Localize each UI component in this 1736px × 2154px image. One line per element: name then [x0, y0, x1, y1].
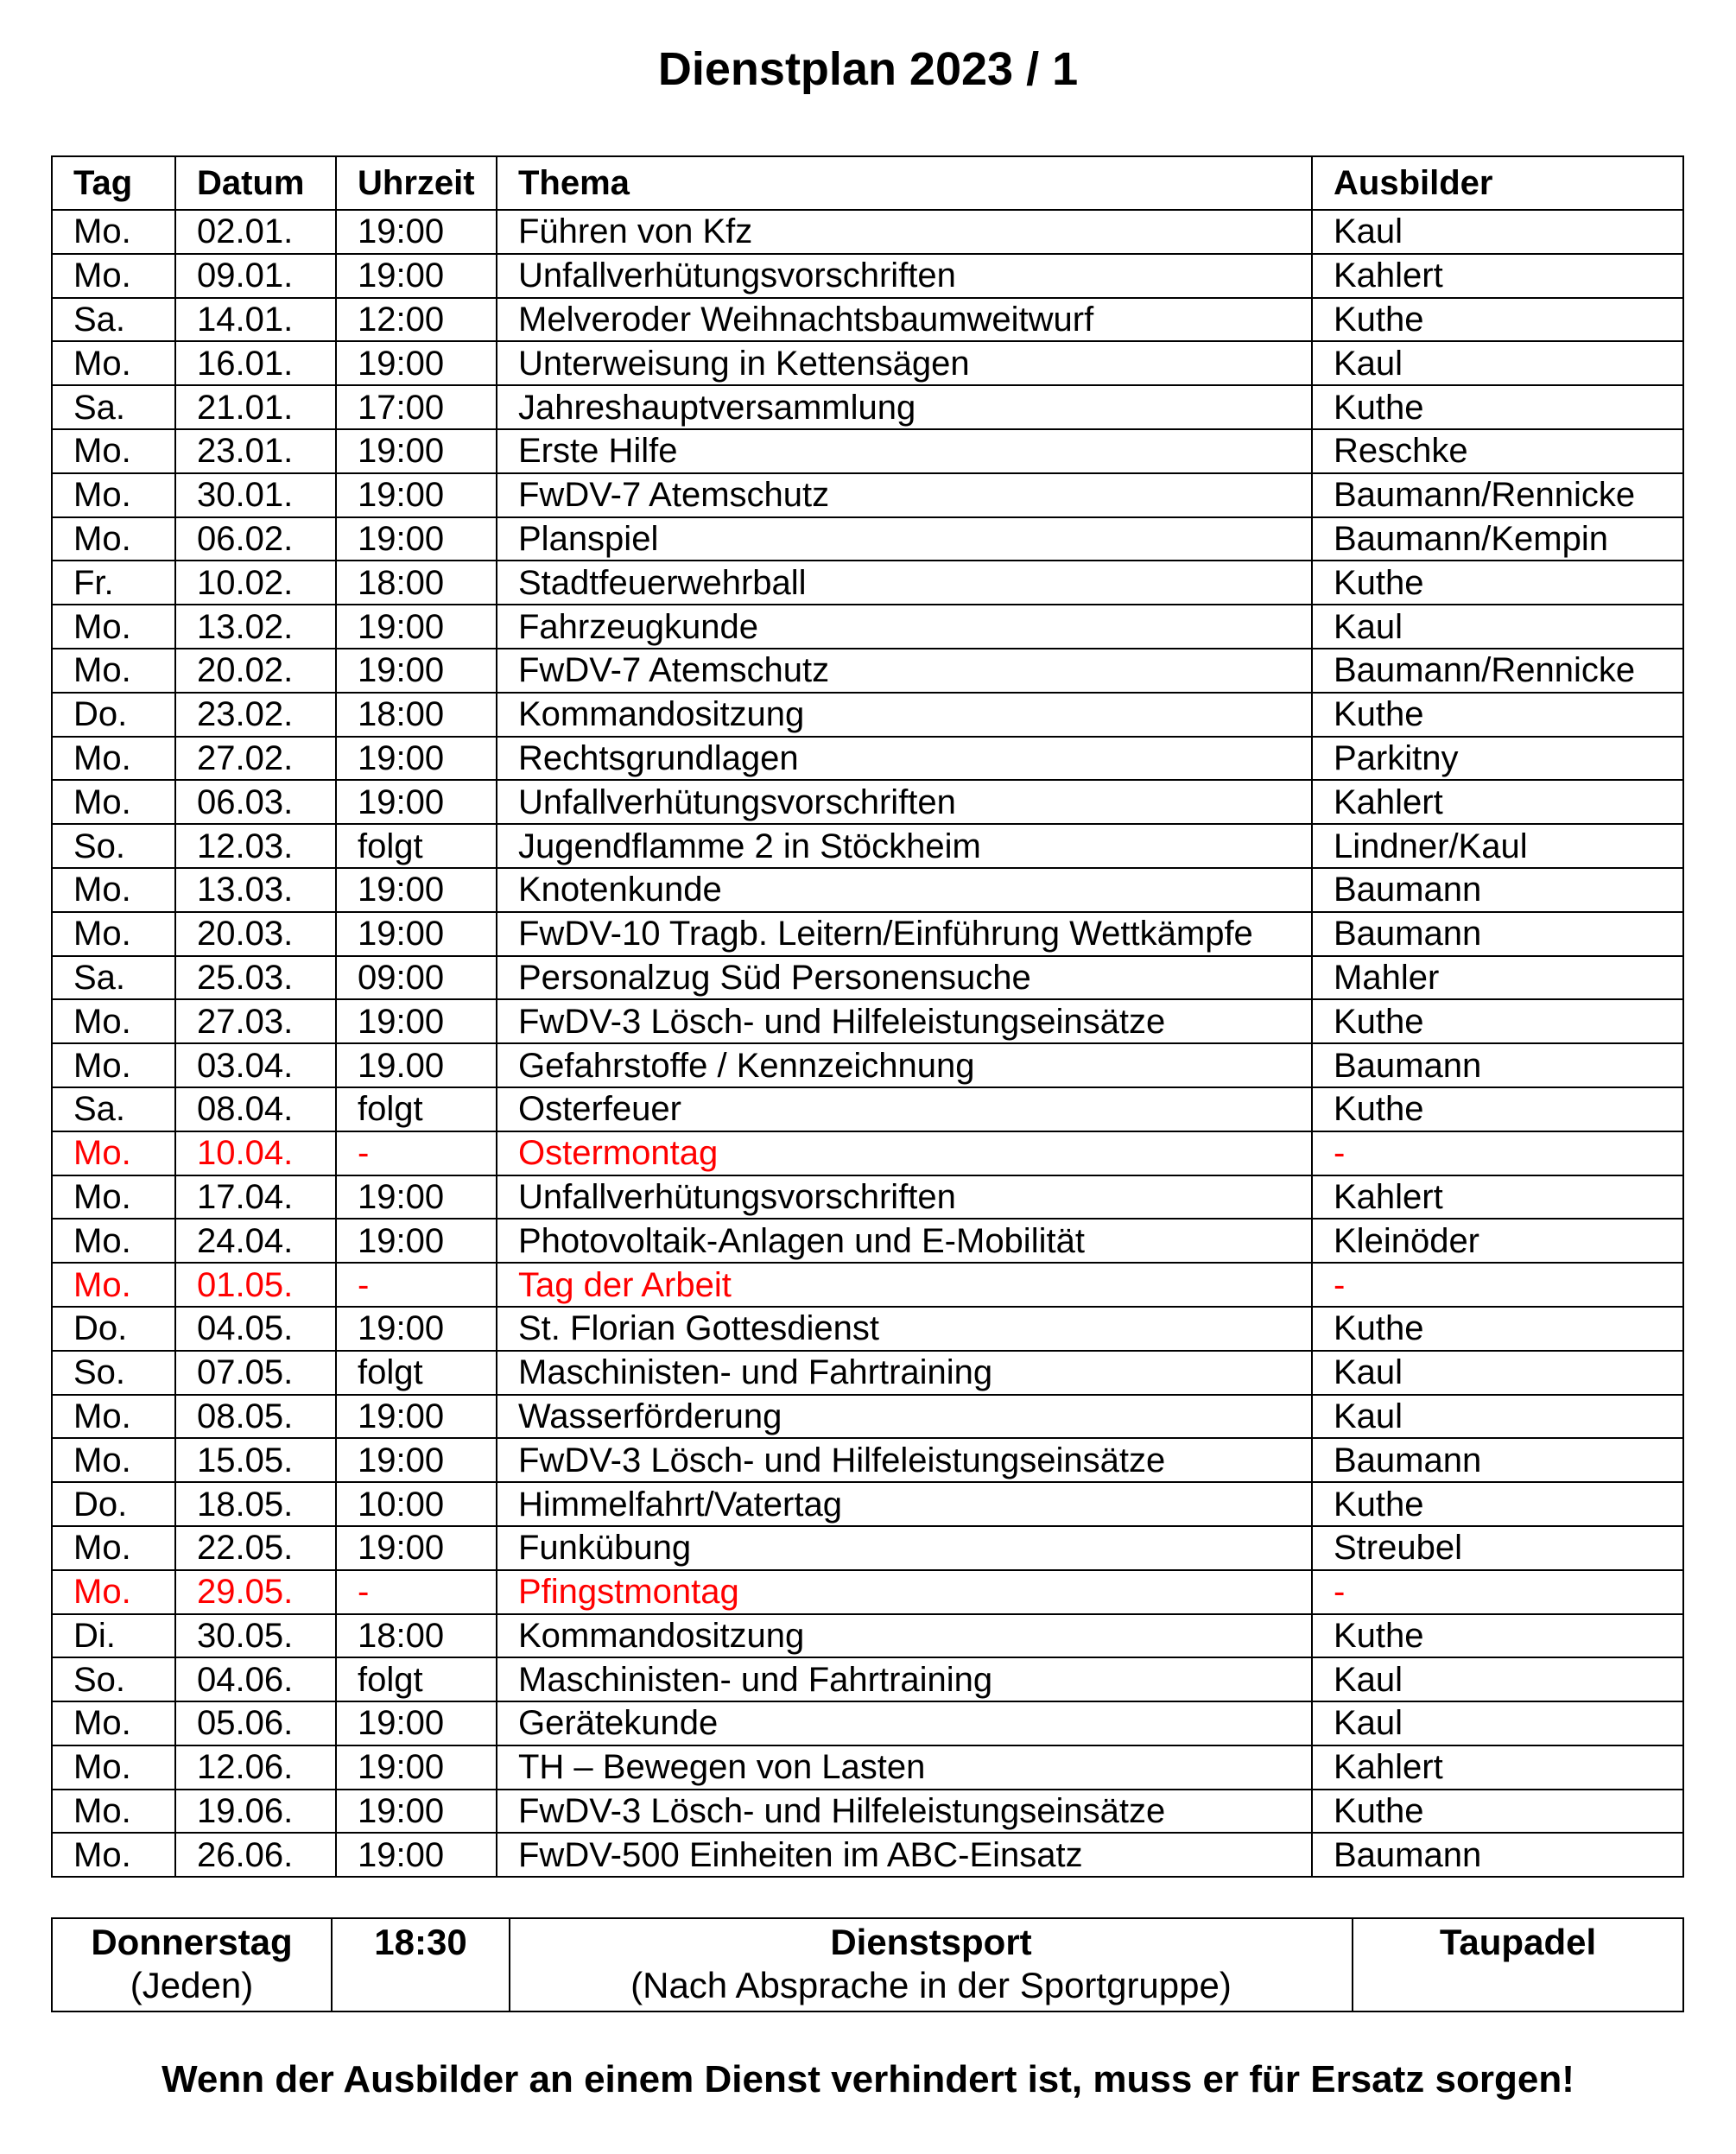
- cell-uhrzeit: 19:00: [336, 912, 497, 956]
- cell-datum: 04.06.: [175, 1657, 336, 1701]
- cell-datum: 10.02.: [175, 561, 336, 605]
- cell-ausbilder: -: [1312, 1570, 1683, 1614]
- cell-tag: Mo.: [52, 1131, 175, 1175]
- cell-ausbilder: Kuthe: [1312, 999, 1683, 1043]
- cell-ausbilder: Baumann: [1312, 1438, 1683, 1482]
- table-row: [52, 912, 1683, 956]
- table-row: [52, 605, 1683, 649]
- cell-ausbilder: Parkitny: [1312, 737, 1683, 781]
- cell-thema: Gerätekunde: [497, 1701, 1312, 1745]
- cell-tag: So.: [52, 1351, 175, 1395]
- cell-uhrzeit: folgt: [336, 1351, 497, 1395]
- schedule-header-row: [52, 156, 1683, 210]
- table-row: [52, 1307, 1683, 1351]
- cell-uhrzeit: 19:00: [336, 1307, 497, 1351]
- cell-uhrzeit: 19:00: [336, 1745, 497, 1790]
- cell-datum: 27.03.: [175, 999, 336, 1043]
- header-tag: Tag: [52, 156, 175, 210]
- cell-datum: 21.01.: [175, 385, 336, 429]
- cell-ausbilder: Baumann/Rennicke: [1312, 473, 1683, 517]
- cell-uhrzeit: 10:00: [336, 1482, 497, 1526]
- cell-datum: 27.02.: [175, 737, 336, 781]
- cell-uhrzeit: 19.00: [336, 1043, 497, 1087]
- cell-ausbilder: Kuthe: [1312, 1790, 1683, 1834]
- cell-ausbilder: Kuthe: [1312, 693, 1683, 737]
- cell-datum: 20.03.: [175, 912, 336, 956]
- cell-thema: Photovoltaik-Anlagen und E-Mobilität: [497, 1219, 1312, 1263]
- header-ausbilder: Ausbilder: [1312, 156, 1683, 210]
- cell-thema: FwDV-3 Lösch- und Hilfeleistungseinsätze: [497, 1790, 1312, 1834]
- table-row: [52, 298, 1683, 342]
- cell-uhrzeit: 19:00: [336, 1833, 497, 1877]
- cell-tag: Mo.: [52, 737, 175, 781]
- cell-datum: 13.03.: [175, 868, 336, 912]
- cell-tag: Mo.: [52, 999, 175, 1043]
- cell-ausbilder: Reschke: [1312, 429, 1683, 473]
- cell-ausbilder: Lindner/Kaul: [1312, 824, 1683, 868]
- cell-ausbilder: Baumann: [1312, 868, 1683, 912]
- cell-datum: 07.05.: [175, 1351, 336, 1395]
- cell-datum: 13.02.: [175, 605, 336, 649]
- table-row: [52, 1790, 1683, 1834]
- cell-datum: 03.04.: [175, 1043, 336, 1087]
- sport-day-note: (Jeden): [130, 1965, 254, 2005]
- cell-tag: So.: [52, 824, 175, 868]
- schedule-table: [51, 155, 1684, 1878]
- cell-tag: Mo.: [52, 605, 175, 649]
- cell-ausbilder: Kaul: [1312, 605, 1683, 649]
- cell-uhrzeit: 18:00: [336, 561, 497, 605]
- cell-tag: Mo.: [52, 912, 175, 956]
- cell-datum: 06.02.: [175, 517, 336, 561]
- cell-datum: 26.06.: [175, 1833, 336, 1877]
- cell-datum: 30.05.: [175, 1614, 336, 1658]
- cell-uhrzeit: 19:00: [336, 210, 497, 254]
- cell-tag: Mo.: [52, 429, 175, 473]
- cell-thema: Maschinisten- und Fahrtraining: [497, 1351, 1312, 1395]
- cell-thema: Führen von Kfz: [497, 210, 1312, 254]
- cell-uhrzeit: 17:00: [336, 385, 497, 429]
- table-row: [52, 1219, 1683, 1263]
- header-uhrzeit: Uhrzeit: [336, 156, 497, 210]
- cell-datum: 08.05.: [175, 1395, 336, 1439]
- sport-time: 18:30: [374, 1922, 467, 1962]
- cell-thema: FwDV-3 Lösch- und Hilfeleistungseinsätze: [497, 999, 1312, 1043]
- cell-datum: 23.01.: [175, 429, 336, 473]
- table-row: [52, 1745, 1683, 1790]
- cell-thema: Maschinisten- und Fahrtraining: [497, 1657, 1312, 1701]
- cell-thema: St. Florian Gottesdienst: [497, 1307, 1312, 1351]
- table-row: [52, 254, 1683, 298]
- page-title: Dienstplan 2023 / 1: [657, 43, 1079, 95]
- table-row: [52, 1482, 1683, 1526]
- cell-uhrzeit: 09:00: [336, 956, 497, 1000]
- sport-time-cell: [332, 1918, 510, 2011]
- cell-datum: 04.05.: [175, 1307, 336, 1351]
- header-thema: Thema: [497, 156, 1312, 210]
- cell-tag: Do.: [52, 1482, 175, 1526]
- cell-thema: Jahreshauptversammlung: [497, 385, 1312, 429]
- sport-day-cell: [52, 1918, 332, 2011]
- cell-ausbilder: Kahlert: [1312, 1175, 1683, 1220]
- table-row: [52, 561, 1683, 605]
- cell-thema: Fahrzeugkunde: [497, 605, 1312, 649]
- header-datum: Datum: [175, 156, 336, 210]
- sport-row: [52, 1918, 1683, 2011]
- cell-datum: 02.01.: [175, 210, 336, 254]
- cell-uhrzeit: 18:00: [336, 693, 497, 737]
- cell-tag: Do.: [52, 1307, 175, 1351]
- cell-thema: Gefahrstoffe / Kennzeichnung: [497, 1043, 1312, 1087]
- table-row: [52, 1395, 1683, 1439]
- cell-tag: Mo.: [52, 868, 175, 912]
- cell-thema: FwDV-10 Tragb. Leitern/Einführung Wettkämpfe: [497, 912, 1312, 956]
- cell-ausbilder: Kahlert: [1312, 1745, 1683, 1790]
- table-row: [52, 210, 1683, 254]
- cell-uhrzeit: 19:00: [336, 429, 497, 473]
- cell-thema: Ostermontag: [497, 1131, 1312, 1175]
- cell-uhrzeit: 19:00: [336, 649, 497, 693]
- cell-thema: Unfallverhütungsvorschriften: [497, 1175, 1312, 1220]
- cell-ausbilder: Kuthe: [1312, 1087, 1683, 1131]
- cell-ausbilder: -: [1312, 1131, 1683, 1175]
- cell-ausbilder: -: [1312, 1263, 1683, 1307]
- cell-uhrzeit: folgt: [336, 1657, 497, 1701]
- table-row: [52, 1131, 1683, 1175]
- table-row: [52, 473, 1683, 517]
- cell-ausbilder: Baumann/Rennicke: [1312, 649, 1683, 693]
- cell-datum: 06.03.: [175, 780, 336, 824]
- cell-ausbilder: Kuthe: [1312, 1482, 1683, 1526]
- cell-tag: Mo.: [52, 1263, 175, 1307]
- sport-note: (Nach Absprache in der Sportgruppe): [630, 1965, 1232, 2005]
- cell-datum: 17.04.: [175, 1175, 336, 1220]
- table-row: [52, 956, 1683, 1000]
- cell-datum: 25.03.: [175, 956, 336, 1000]
- table-row: [52, 1351, 1683, 1395]
- cell-tag: Mo.: [52, 1833, 175, 1877]
- schedule-body: [52, 210, 1683, 1877]
- cell-tag: Mo.: [52, 1043, 175, 1087]
- cell-ausbilder: Kaul: [1312, 1701, 1683, 1745]
- cell-tag: Mo.: [52, 649, 175, 693]
- cell-thema: Pfingstmontag: [497, 1570, 1312, 1614]
- cell-ausbilder: Baumann: [1312, 1043, 1683, 1087]
- cell-uhrzeit: 19:00: [336, 254, 497, 298]
- table-row: [52, 737, 1683, 781]
- cell-tag: Mo.: [52, 473, 175, 517]
- cell-thema: FwDV-3 Lösch- und Hilfeleistungseinsätze: [497, 1438, 1312, 1482]
- cell-tag: Sa.: [52, 956, 175, 1000]
- cell-datum: 20.02.: [175, 649, 336, 693]
- cell-ausbilder: Kuthe: [1312, 385, 1683, 429]
- cell-datum: 09.01.: [175, 254, 336, 298]
- table-row: [52, 1570, 1683, 1614]
- cell-datum: 12.03.: [175, 824, 336, 868]
- table-row: [52, 824, 1683, 868]
- cell-uhrzeit: 19:00: [336, 517, 497, 561]
- cell-thema: Unterweisung in Kettensägen: [497, 341, 1312, 385]
- cell-tag: Mo.: [52, 1526, 175, 1570]
- cell-datum: 12.06.: [175, 1745, 336, 1790]
- cell-ausbilder: Baumann/Kempin: [1312, 517, 1683, 561]
- table-row: [52, 1526, 1683, 1570]
- cell-tag: Mo.: [52, 1701, 175, 1745]
- cell-tag: Mo.: [52, 780, 175, 824]
- cell-tag: Mo.: [52, 1790, 175, 1834]
- sport-title: Dienstsport: [830, 1922, 1032, 1962]
- cell-thema: Jugendflamme 2 in Stöckheim: [497, 824, 1312, 868]
- cell-thema: TH – Bewegen von Lasten: [497, 1745, 1312, 1790]
- cell-thema: FwDV-7 Atemschutz: [497, 473, 1312, 517]
- cell-datum: 19.06.: [175, 1790, 336, 1834]
- cell-uhrzeit: 18:00: [336, 1614, 497, 1658]
- table-row: [52, 693, 1683, 737]
- cell-uhrzeit: 19:00: [336, 605, 497, 649]
- cell-tag: Sa.: [52, 298, 175, 342]
- cell-thema: FwDV-7 Atemschutz: [497, 649, 1312, 693]
- cell-uhrzeit: 19:00: [336, 1526, 497, 1570]
- table-row: [52, 868, 1683, 912]
- cell-uhrzeit: 19:00: [336, 868, 497, 912]
- table-row: [52, 999, 1683, 1043]
- table-row: [52, 341, 1683, 385]
- cell-datum: 14.01.: [175, 298, 336, 342]
- cell-tag: Mo.: [52, 341, 175, 385]
- cell-thema: Melveroder Weihnachtsbaumweitwurf: [497, 298, 1312, 342]
- cell-ausbilder: Mahler: [1312, 956, 1683, 1000]
- table-row: [52, 1438, 1683, 1482]
- sport-table: [51, 1917, 1684, 2012]
- cell-thema: Erste Hilfe: [497, 429, 1312, 473]
- cell-datum: 01.05.: [175, 1263, 336, 1307]
- cell-datum: 24.04.: [175, 1219, 336, 1263]
- table-row: [52, 780, 1683, 824]
- cell-uhrzeit: 19:00: [336, 1701, 497, 1745]
- cell-ausbilder: Kaul: [1312, 210, 1683, 254]
- table-row: [52, 1087, 1683, 1131]
- cell-datum: 10.04.: [175, 1131, 336, 1175]
- cell-tag: Fr.: [52, 561, 175, 605]
- cell-tag: Mo.: [52, 517, 175, 561]
- cell-tag: Mo.: [52, 1570, 175, 1614]
- cell-thema: Kommandositzung: [497, 1614, 1312, 1658]
- table-row: [52, 1701, 1683, 1745]
- cell-datum: 05.06.: [175, 1701, 336, 1745]
- cell-thema: FwDV-500 Einheiten im ABC-Einsatz: [497, 1833, 1312, 1877]
- cell-tag: Mo.: [52, 1175, 175, 1220]
- cell-ausbilder: Kaul: [1312, 1351, 1683, 1395]
- cell-thema: Funkübung: [497, 1526, 1312, 1570]
- cell-uhrzeit: 19:00: [336, 737, 497, 781]
- cell-tag: Di.: [52, 1614, 175, 1658]
- cell-uhrzeit: 19:00: [336, 780, 497, 824]
- cell-thema: Wasserförderung: [497, 1395, 1312, 1439]
- cell-thema: Tag der Arbeit: [497, 1263, 1312, 1307]
- cell-datum: 29.05.: [175, 1570, 336, 1614]
- cell-uhrzeit: 19:00: [336, 999, 497, 1043]
- cell-thema: Rechtsgrundlagen: [497, 737, 1312, 781]
- cell-uhrzeit: 19:00: [336, 1175, 497, 1220]
- cell-datum: 30.01.: [175, 473, 336, 517]
- cell-thema: Planspiel: [497, 517, 1312, 561]
- footer-note: Wenn der Ausbilder an einem Dienst verhindert ist, muss er für Ersatz sorgen!: [162, 2058, 1574, 2100]
- table-row: [52, 517, 1683, 561]
- cell-ausbilder: Baumann: [1312, 912, 1683, 956]
- cell-thema: Unfallverhütungsvorschriften: [497, 254, 1312, 298]
- cell-ausbilder: Kahlert: [1312, 780, 1683, 824]
- sport-trainer: Taupadel: [1439, 1922, 1597, 1962]
- cell-tag: So.: [52, 1657, 175, 1701]
- cell-uhrzeit: 19:00: [336, 1219, 497, 1263]
- cell-uhrzeit: 19:00: [336, 1790, 497, 1834]
- sport-title-cell: [510, 1918, 1353, 2011]
- cell-ausbilder: Kaul: [1312, 341, 1683, 385]
- table-row: [52, 1043, 1683, 1087]
- cell-ausbilder: Kuthe: [1312, 1307, 1683, 1351]
- cell-uhrzeit: -: [336, 1131, 497, 1175]
- cell-datum: 15.05.: [175, 1438, 336, 1482]
- cell-datum: 08.04.: [175, 1087, 336, 1131]
- cell-ausbilder: Kuthe: [1312, 298, 1683, 342]
- table-row: [52, 649, 1683, 693]
- cell-tag: Sa.: [52, 385, 175, 429]
- cell-tag: Mo.: [52, 1745, 175, 1790]
- table-row: [52, 1175, 1683, 1220]
- cell-tag: Mo.: [52, 1395, 175, 1439]
- cell-ausbilder: Baumann: [1312, 1833, 1683, 1877]
- cell-thema: Osterfeuer: [497, 1087, 1312, 1131]
- cell-datum: 22.05.: [175, 1526, 336, 1570]
- cell-uhrzeit: folgt: [336, 1087, 497, 1131]
- cell-ausbilder: Kahlert: [1312, 254, 1683, 298]
- cell-uhrzeit: 19:00: [336, 473, 497, 517]
- cell-datum: 18.05.: [175, 1482, 336, 1526]
- table-row: [52, 1263, 1683, 1307]
- cell-uhrzeit: 19:00: [336, 341, 497, 385]
- table-row: [52, 1833, 1683, 1877]
- table-row: [52, 1614, 1683, 1658]
- cell-tag: Mo.: [52, 210, 175, 254]
- cell-uhrzeit: -: [336, 1263, 497, 1307]
- cell-ausbilder: Kuthe: [1312, 1614, 1683, 1658]
- cell-tag: Do.: [52, 693, 175, 737]
- cell-ausbilder: Kaul: [1312, 1657, 1683, 1701]
- cell-datum: 23.02.: [175, 693, 336, 737]
- table-row: [52, 429, 1683, 473]
- cell-datum: 16.01.: [175, 341, 336, 385]
- cell-tag: Sa.: [52, 1087, 175, 1131]
- cell-tag: Mo.: [52, 1438, 175, 1482]
- sport-trainer-cell: [1353, 1918, 1683, 2011]
- cell-thema: Knotenkunde: [497, 868, 1312, 912]
- cell-thema: Personalzug Süd Personensuche: [497, 956, 1312, 1000]
- table-row: [52, 385, 1683, 429]
- cell-uhrzeit: 19:00: [336, 1438, 497, 1482]
- cell-ausbilder: Streubel: [1312, 1526, 1683, 1570]
- cell-tag: Mo.: [52, 1219, 175, 1263]
- cell-thema: Kommandositzung: [497, 693, 1312, 737]
- cell-uhrzeit: 12:00: [336, 298, 497, 342]
- cell-ausbilder: Kaul: [1312, 1395, 1683, 1439]
- cell-thema: Himmelfahrt/Vatertag: [497, 1482, 1312, 1526]
- cell-thema: Unfallverhütungsvorschriften: [497, 780, 1312, 824]
- cell-tag: Mo.: [52, 254, 175, 298]
- cell-uhrzeit: folgt: [336, 824, 497, 868]
- cell-ausbilder: Kleinöder: [1312, 1219, 1683, 1263]
- cell-uhrzeit: 19:00: [336, 1395, 497, 1439]
- cell-thema: Stadtfeuerwehrball: [497, 561, 1312, 605]
- table-row: [52, 1657, 1683, 1701]
- cell-ausbilder: Kuthe: [1312, 561, 1683, 605]
- cell-uhrzeit: -: [336, 1570, 497, 1614]
- sport-day: Donnerstag: [91, 1922, 293, 1962]
